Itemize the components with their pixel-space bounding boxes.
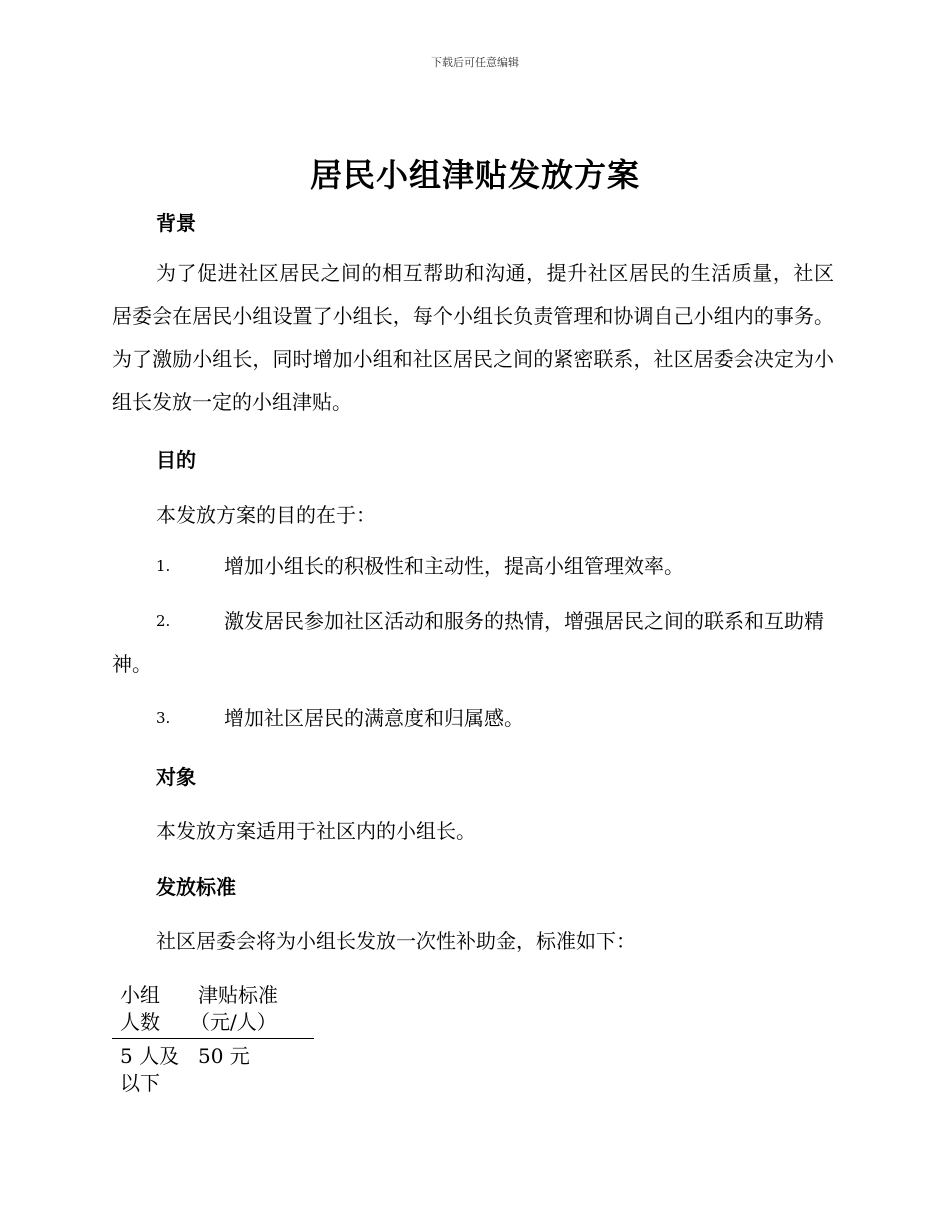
table-header-row bbox=[112, 980, 314, 1039]
list-item-number: 3. bbox=[156, 709, 171, 727]
table-cell-text: 5 人及 bbox=[120, 1044, 180, 1068]
list-item-text: 激发居民参加社区活动和服务的热情，增强居民之间的联系和互助精神。 bbox=[112, 609, 824, 676]
list-item-number: 2. bbox=[156, 612, 171, 630]
heading-background: 背景 bbox=[156, 211, 196, 235]
list-item-text: 增加小组长的积极性和主动性，提高小组管理效率。 bbox=[224, 554, 684, 578]
paragraph-standard: 社区居委会将为小组长发放一次性补助金，标准如下： bbox=[156, 929, 636, 953]
header-note: 下载后可任意编辑 bbox=[431, 56, 519, 69]
list-item-number: 1. bbox=[156, 557, 171, 575]
table-header-text: 津贴标准 bbox=[198, 983, 278, 1007]
table-header-allowance bbox=[190, 982, 278, 1036]
heading-purpose: 目的 bbox=[156, 448, 196, 472]
list-item bbox=[112, 545, 834, 588]
list-item-text: 增加社区居民的满意度和归属感。 bbox=[224, 706, 524, 730]
heading-standard: 发放标准 bbox=[156, 875, 236, 899]
paragraph-target: 本发放方案适用于社区内的小组长。 bbox=[156, 819, 476, 843]
table-header-text: 小组 bbox=[120, 983, 160, 1007]
table-cell-group-size bbox=[120, 1043, 179, 1097]
table-cell-amount: 50 元 bbox=[198, 1044, 250, 1068]
document-title: 居民小组津贴发放方案 bbox=[309, 156, 640, 194]
table-header-group-size bbox=[120, 982, 160, 1036]
list-item bbox=[112, 600, 834, 686]
table-row bbox=[112, 1039, 314, 1099]
table-header-text: 人数 bbox=[120, 1010, 160, 1034]
allowance-table bbox=[112, 980, 314, 1099]
table-cell-text: 以下 bbox=[120, 1071, 160, 1095]
paragraph-background: 为了促进社区居民之间的相互帮助和沟通，提升社区居民的生活质量，社区居委会在居民小组设置了小组长，每个小组长负责管理和协调自己小组内的事务。为了激励小组长，同时增加小组和社区居民之间的紧密联系，社区居委会决定为小组长发放一定的小组津贴。 bbox=[112, 261, 834, 414]
heading-target: 对象 bbox=[156, 765, 196, 789]
table-header-text: （元/人） bbox=[190, 1010, 277, 1034]
list-item bbox=[112, 697, 834, 740]
paragraph-purpose-intro: 本发放方案的目的在于： bbox=[156, 503, 376, 527]
